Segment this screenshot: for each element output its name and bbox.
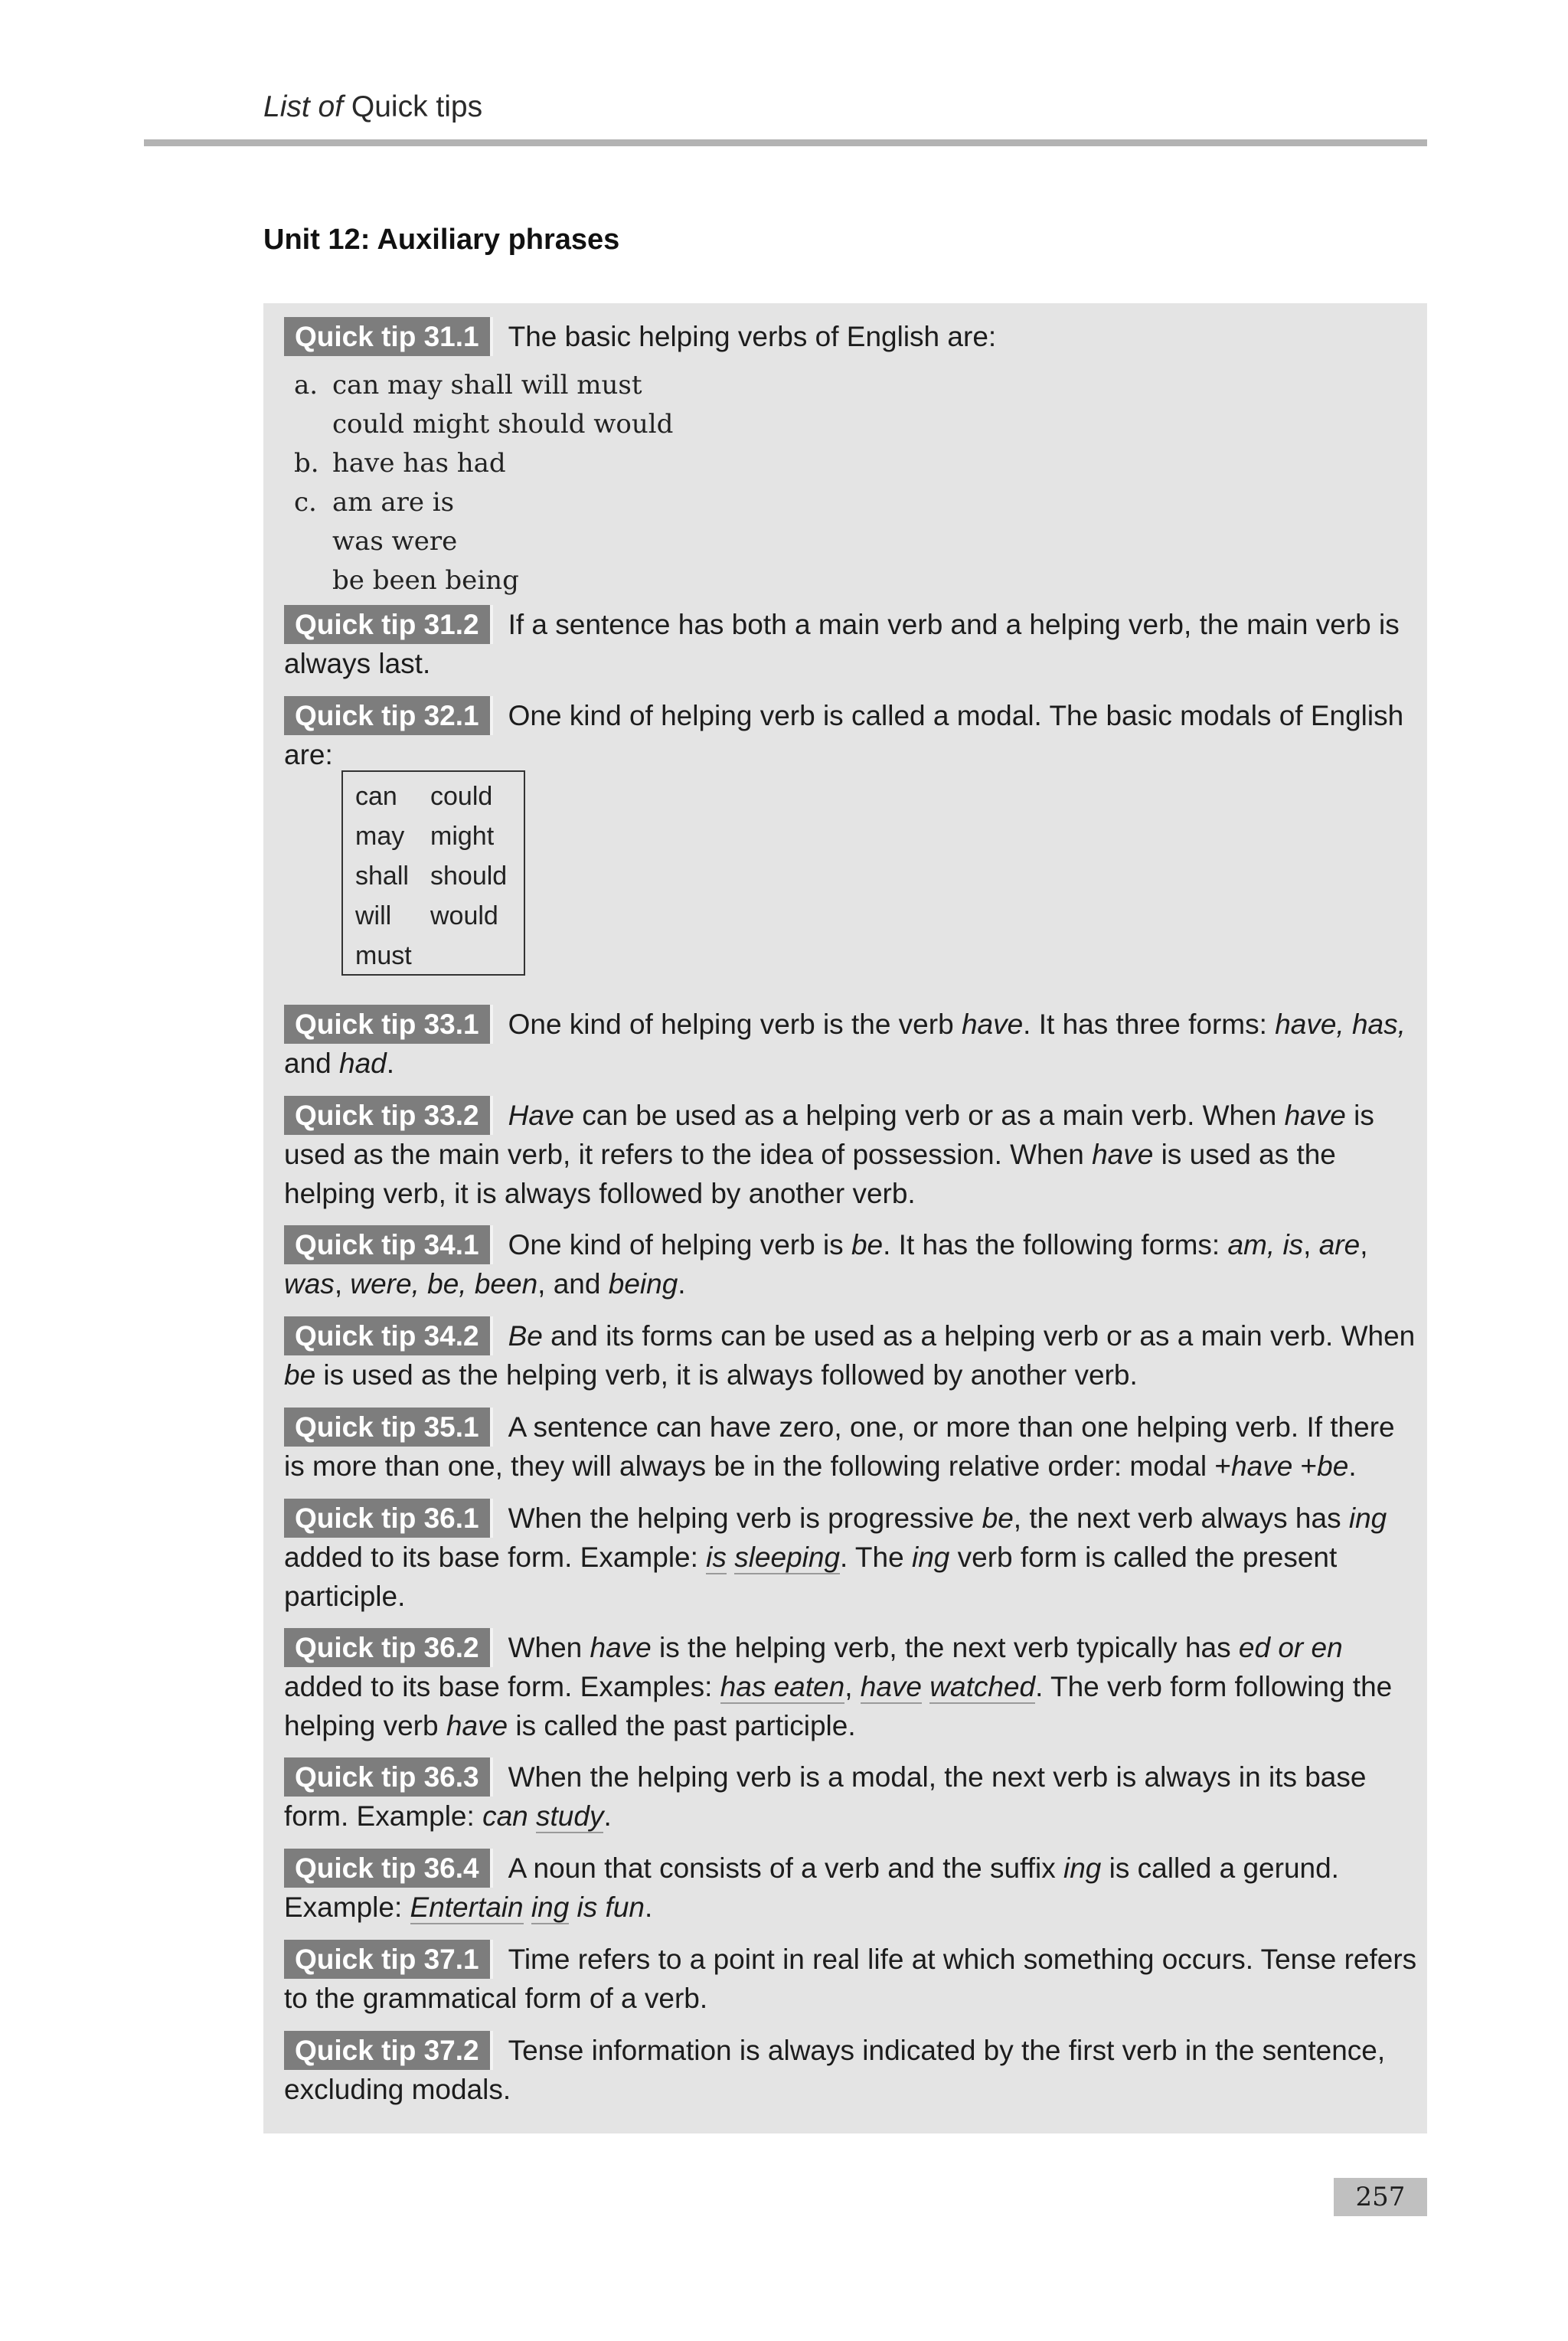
header-italic: List of — [263, 90, 344, 123]
table-row: can could — [355, 782, 493, 811]
quick-tip-31-1 — [284, 317, 1417, 356]
tip-label: Quick tip 36.1 — [284, 1499, 493, 1538]
list-item: be been being — [332, 565, 519, 596]
quick-tip-35-1: Quick tip 35.1 A sentence can have zero, one, or more than one helping verb. If there is more than one, they will always be in the following relative order: modal +have +be. — [284, 1408, 1417, 1486]
tip-label: Quick tip 32.1 — [284, 696, 493, 735]
quick-tip-36-4: Quick tip 36.4 A noun that consists of a verb and the suffix ing is called a gerund. Example: Entertain ing is fun. — [284, 1849, 1417, 1927]
running-header — [263, 90, 482, 124]
quick-tip-32-1 — [284, 696, 1417, 774]
table-row: must — [355, 941, 412, 970]
tip-label: Quick tip 37.2 — [284, 2031, 493, 2070]
tip-label: Quick tip 36.2 — [284, 1628, 493, 1667]
tip-text: Tense information is always indicated by the first verb in the sentence, excluding modals. — [284, 2035, 1386, 2105]
tip-label: Quick tip 33.2 — [284, 1096, 493, 1135]
page-number: 257 — [1334, 2178, 1427, 2216]
tip-label: Quick tip 31.2 — [284, 605, 493, 644]
tip-label: Quick tip 35.1 — [284, 1408, 493, 1447]
list-item: c. am are is — [294, 487, 455, 518]
quick-tip-36-2: Quick tip 36.2 When have is the helping verb, the next verb typically has ed or en added to its base form. Examples: has eaten, have watched. The verb form following the helping verb have is called the past participle. — [284, 1628, 1417, 1745]
quick-tip-36-3: Quick tip 36.3 When the helping verb is a modal, the next verb is always in its base form. Example: can study. — [284, 1757, 1417, 1836]
tip-label: Quick tip 31.1 — [284, 317, 493, 356]
tip-label: Quick tip 34.1 — [284, 1225, 493, 1264]
tip-label: Quick tip 36.3 — [284, 1757, 493, 1797]
table-row: shall should — [355, 862, 508, 891]
list-item: b. have has had — [294, 448, 506, 479]
tip-text: If a sentence has both a main verb and a helping verb, the main verb is always last. — [284, 609, 1400, 679]
quick-tip-33-1: Quick tip 33.1 One kind of helping verb is the verb have. It has three forms: have, has, and had. — [284, 1005, 1417, 1083]
list-item: was were — [332, 526, 458, 557]
tip-text: One kind of helping verb is called a modal. The basic modals of English are: — [284, 700, 1404, 770]
table-row: will would — [355, 901, 498, 930]
tip-text: Time refers to a point in real life at which something occurs. Tense refers to the grammatical form of a verb. — [284, 1944, 1417, 2014]
quick-tip-34-2: Quick tip 34.2 Be and its forms can be used as a helping verb or as a main verb. When be is used as the helping verb, it is always followed by another verb. — [284, 1316, 1417, 1394]
quick-tips-panel — [263, 303, 1427, 2133]
quick-tip-36-1: Quick tip 36.1 When the helping verb is progressive be, the next verb always has ing added to its base form. Example: is sleeping. The ing verb form is called the present participle. — [284, 1499, 1417, 1616]
tip-label: Quick tip 34.2 — [284, 1316, 493, 1355]
header-rule — [144, 139, 1427, 146]
helping-verb-list — [294, 366, 673, 600]
tip-label: Quick tip 36.4 — [284, 1849, 493, 1888]
list-item: a. can may shall will must — [294, 370, 642, 401]
list-item: could might should would — [332, 409, 674, 440]
quick-tip-34-1: Quick tip 34.1 One kind of helping verb is be. It has the following forms: am, is, are, was, were, be, been, and being. — [284, 1225, 1417, 1303]
unit-heading: Unit 12: Auxiliary phrases — [263, 224, 620, 256]
quick-tip-33-2: Quick tip 33.2 Have can be used as a helping verb or as a main verb. When have is used as the main verb, it refers to the idea of possession. When have is used as the helping verb, it is always followed by another verb. — [284, 1096, 1417, 1213]
tip-label: Quick tip 33.1 — [284, 1005, 493, 1044]
quick-tip-31-2 — [284, 605, 1417, 683]
quick-tip-37-2 — [284, 2031, 1417, 2109]
header-rest: Quick tips — [343, 90, 483, 123]
modals-table — [341, 770, 525, 976]
tip-text: The basic helping verbs of English are: — [508, 321, 997, 352]
tip-label: Quick tip 37.1 — [284, 1940, 493, 1979]
table-row: may might — [355, 822, 495, 851]
quick-tip-37-1 — [284, 1940, 1417, 2018]
